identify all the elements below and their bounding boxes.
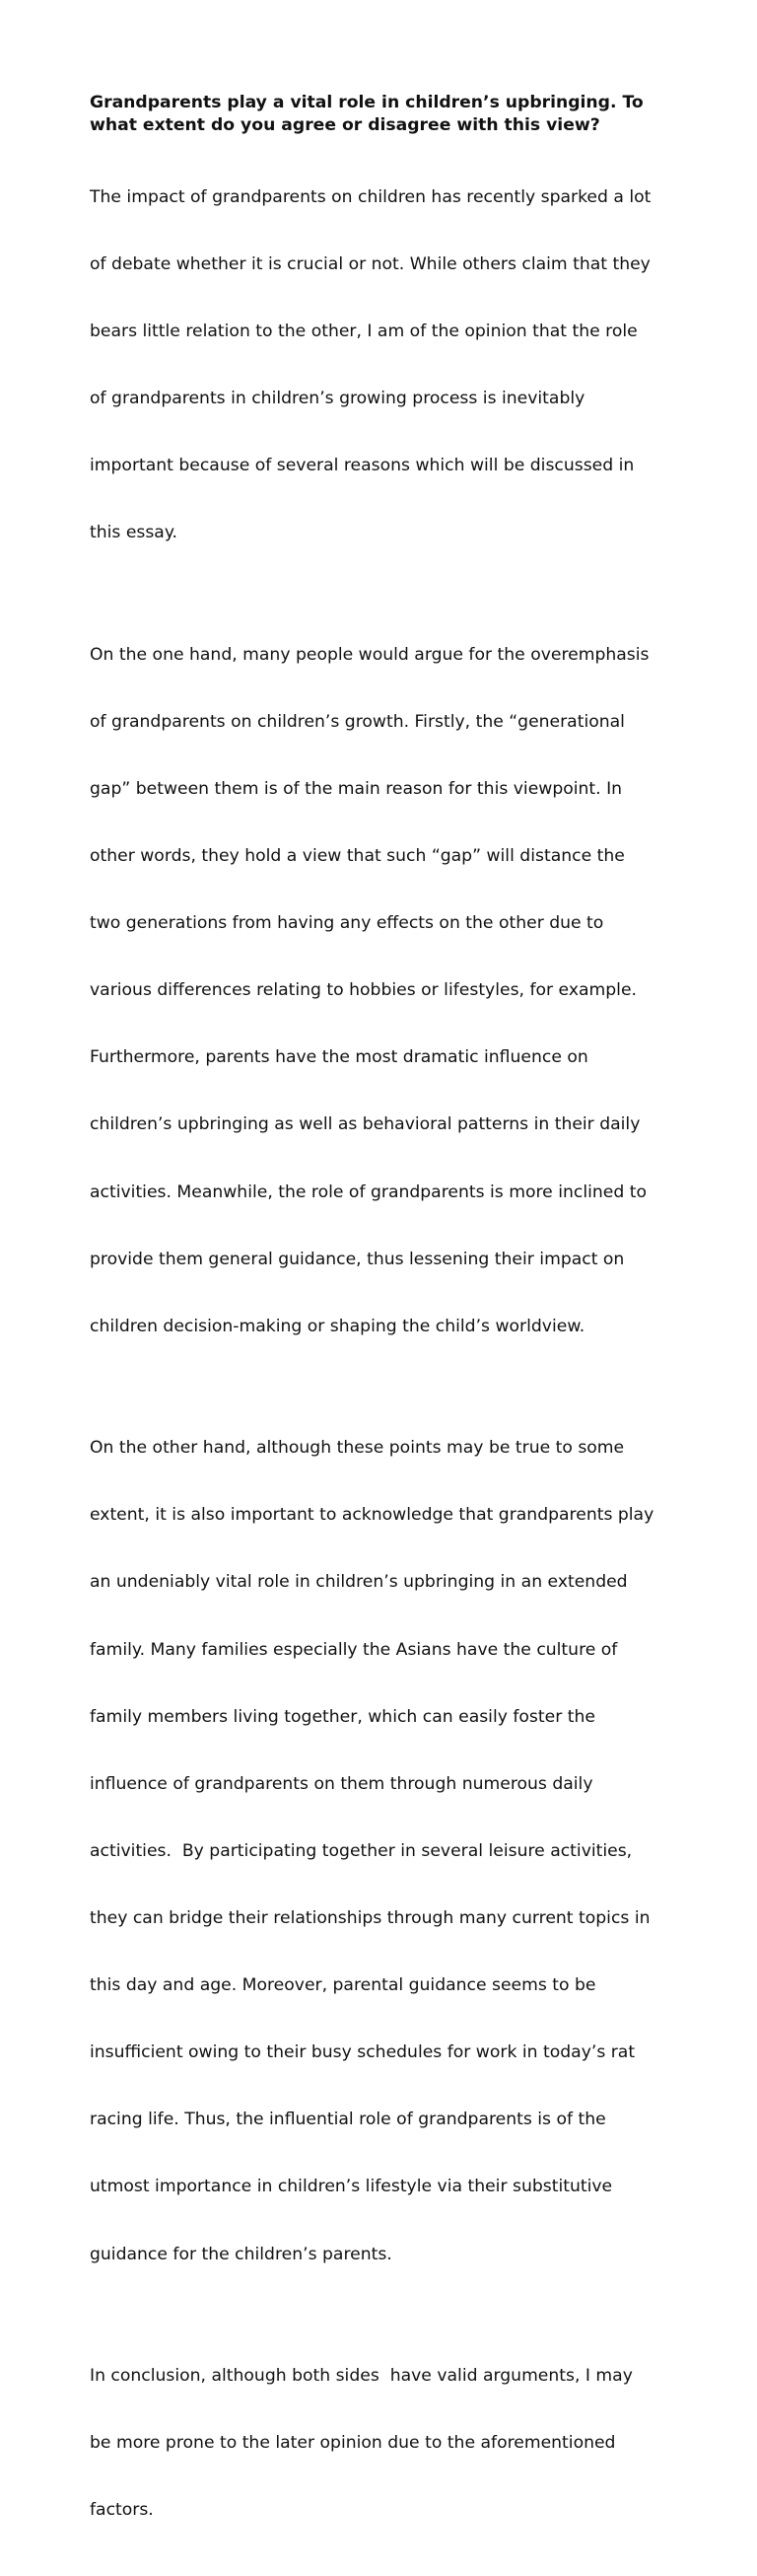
paragraph-line: racing life. Thus, the influential role of grandparents is of the xyxy=(90,2110,606,2130)
paragraph-line: On the other hand, although these points may be true to some xyxy=(90,1438,625,1459)
paragraph-line: family members living together, which can easily foster the xyxy=(90,1706,595,1727)
paragraph-line: In conclusion, although both sides have valid arguments, I may xyxy=(90,2366,633,2387)
paragraph-line: other words, they hold a view that such “gap” will distance the xyxy=(90,845,625,866)
paragraph-line: The impact of grandparents on children has recently sparked a lot xyxy=(90,186,652,207)
paragraph-line: they can bridge their relationships through many current topics in xyxy=(90,1908,651,1929)
paragraph-line: provide them general guidance, thus lessening their impact on xyxy=(90,1249,625,1269)
paragraph-line: influence of grandparents on them through numerous daily xyxy=(90,1773,593,1794)
paragraph-line: factors. xyxy=(90,2500,154,2521)
paragraph-line: children decision-making or shaping the child’s worldview. xyxy=(90,1316,585,1336)
paragraph-line: activities. By participating together in several leisure activities, xyxy=(90,1840,633,1861)
paragraph-line: bears little relation to the other, I am of the opinion that the role xyxy=(90,321,638,341)
paragraph-line: utmost importance in children’s lifestyle via their substitutive xyxy=(90,2177,613,2197)
paragraph-line: this essay. xyxy=(90,523,178,543)
essay-page xyxy=(90,92,671,2576)
paragraph-line: important because of several reasons which will be discussed in xyxy=(90,456,635,476)
title-line: Grandparents play a vital role in children’s upbringing. To xyxy=(90,93,644,112)
paragraph-line: gap” between them is of the main reason for this viewpoint. In xyxy=(90,778,623,799)
paragraph-line: guidance for the children’s parents. xyxy=(90,2244,392,2264)
paragraph-line: insufficient owing to their busy schedules for work in today’s rat xyxy=(90,2042,636,2063)
paragraph-line: family. Many families especially the Asians have the culture of xyxy=(90,1639,618,1660)
paragraph-line: an undeniably vital role in children’s upbringing in an extended xyxy=(90,1572,628,1593)
paragraph-line: activities. Meanwhile, the role of grandparents is more inclined to xyxy=(90,1181,647,1202)
paragraph-line: Furthermore, parents have the most dramatic influence on xyxy=(90,1047,588,1068)
paragraph-line: of debate whether it is crucial or not. While others claim that they xyxy=(90,253,651,274)
intro-paragraph xyxy=(90,141,671,589)
essay-title xyxy=(90,92,671,136)
conclusion-paragraph xyxy=(90,2321,671,2567)
paragraph-line: of grandparents in children’s growing process is inevitably xyxy=(90,388,585,408)
title-line: what extent do you agree or disagree with this view? xyxy=(90,114,600,135)
argument-paragraph xyxy=(90,1393,671,2311)
paragraph-line: various differences relating to hobbies or lifestyles, for example. xyxy=(90,980,637,1001)
paragraph-line: be more prone to the later opinion due to the aforementioned xyxy=(90,2433,616,2454)
paragraph-line: two generations from having any effects on the other due to xyxy=(90,913,604,934)
counterargument-paragraph xyxy=(90,599,671,1383)
paragraph-line: of grandparents on children’s growth. Firstly, the “generational xyxy=(90,711,625,732)
paragraph-line: children’s upbringing as well as behavioral patterns in their daily xyxy=(90,1114,641,1135)
paragraph-line: On the one hand, many people would argue for the overemphasis xyxy=(90,644,650,665)
paragraph-line: extent, it is also important to acknowledge that grandparents play xyxy=(90,1505,654,1526)
paragraph-line: this day and age. Moreover, parental guidance seems to be xyxy=(90,1975,596,1996)
